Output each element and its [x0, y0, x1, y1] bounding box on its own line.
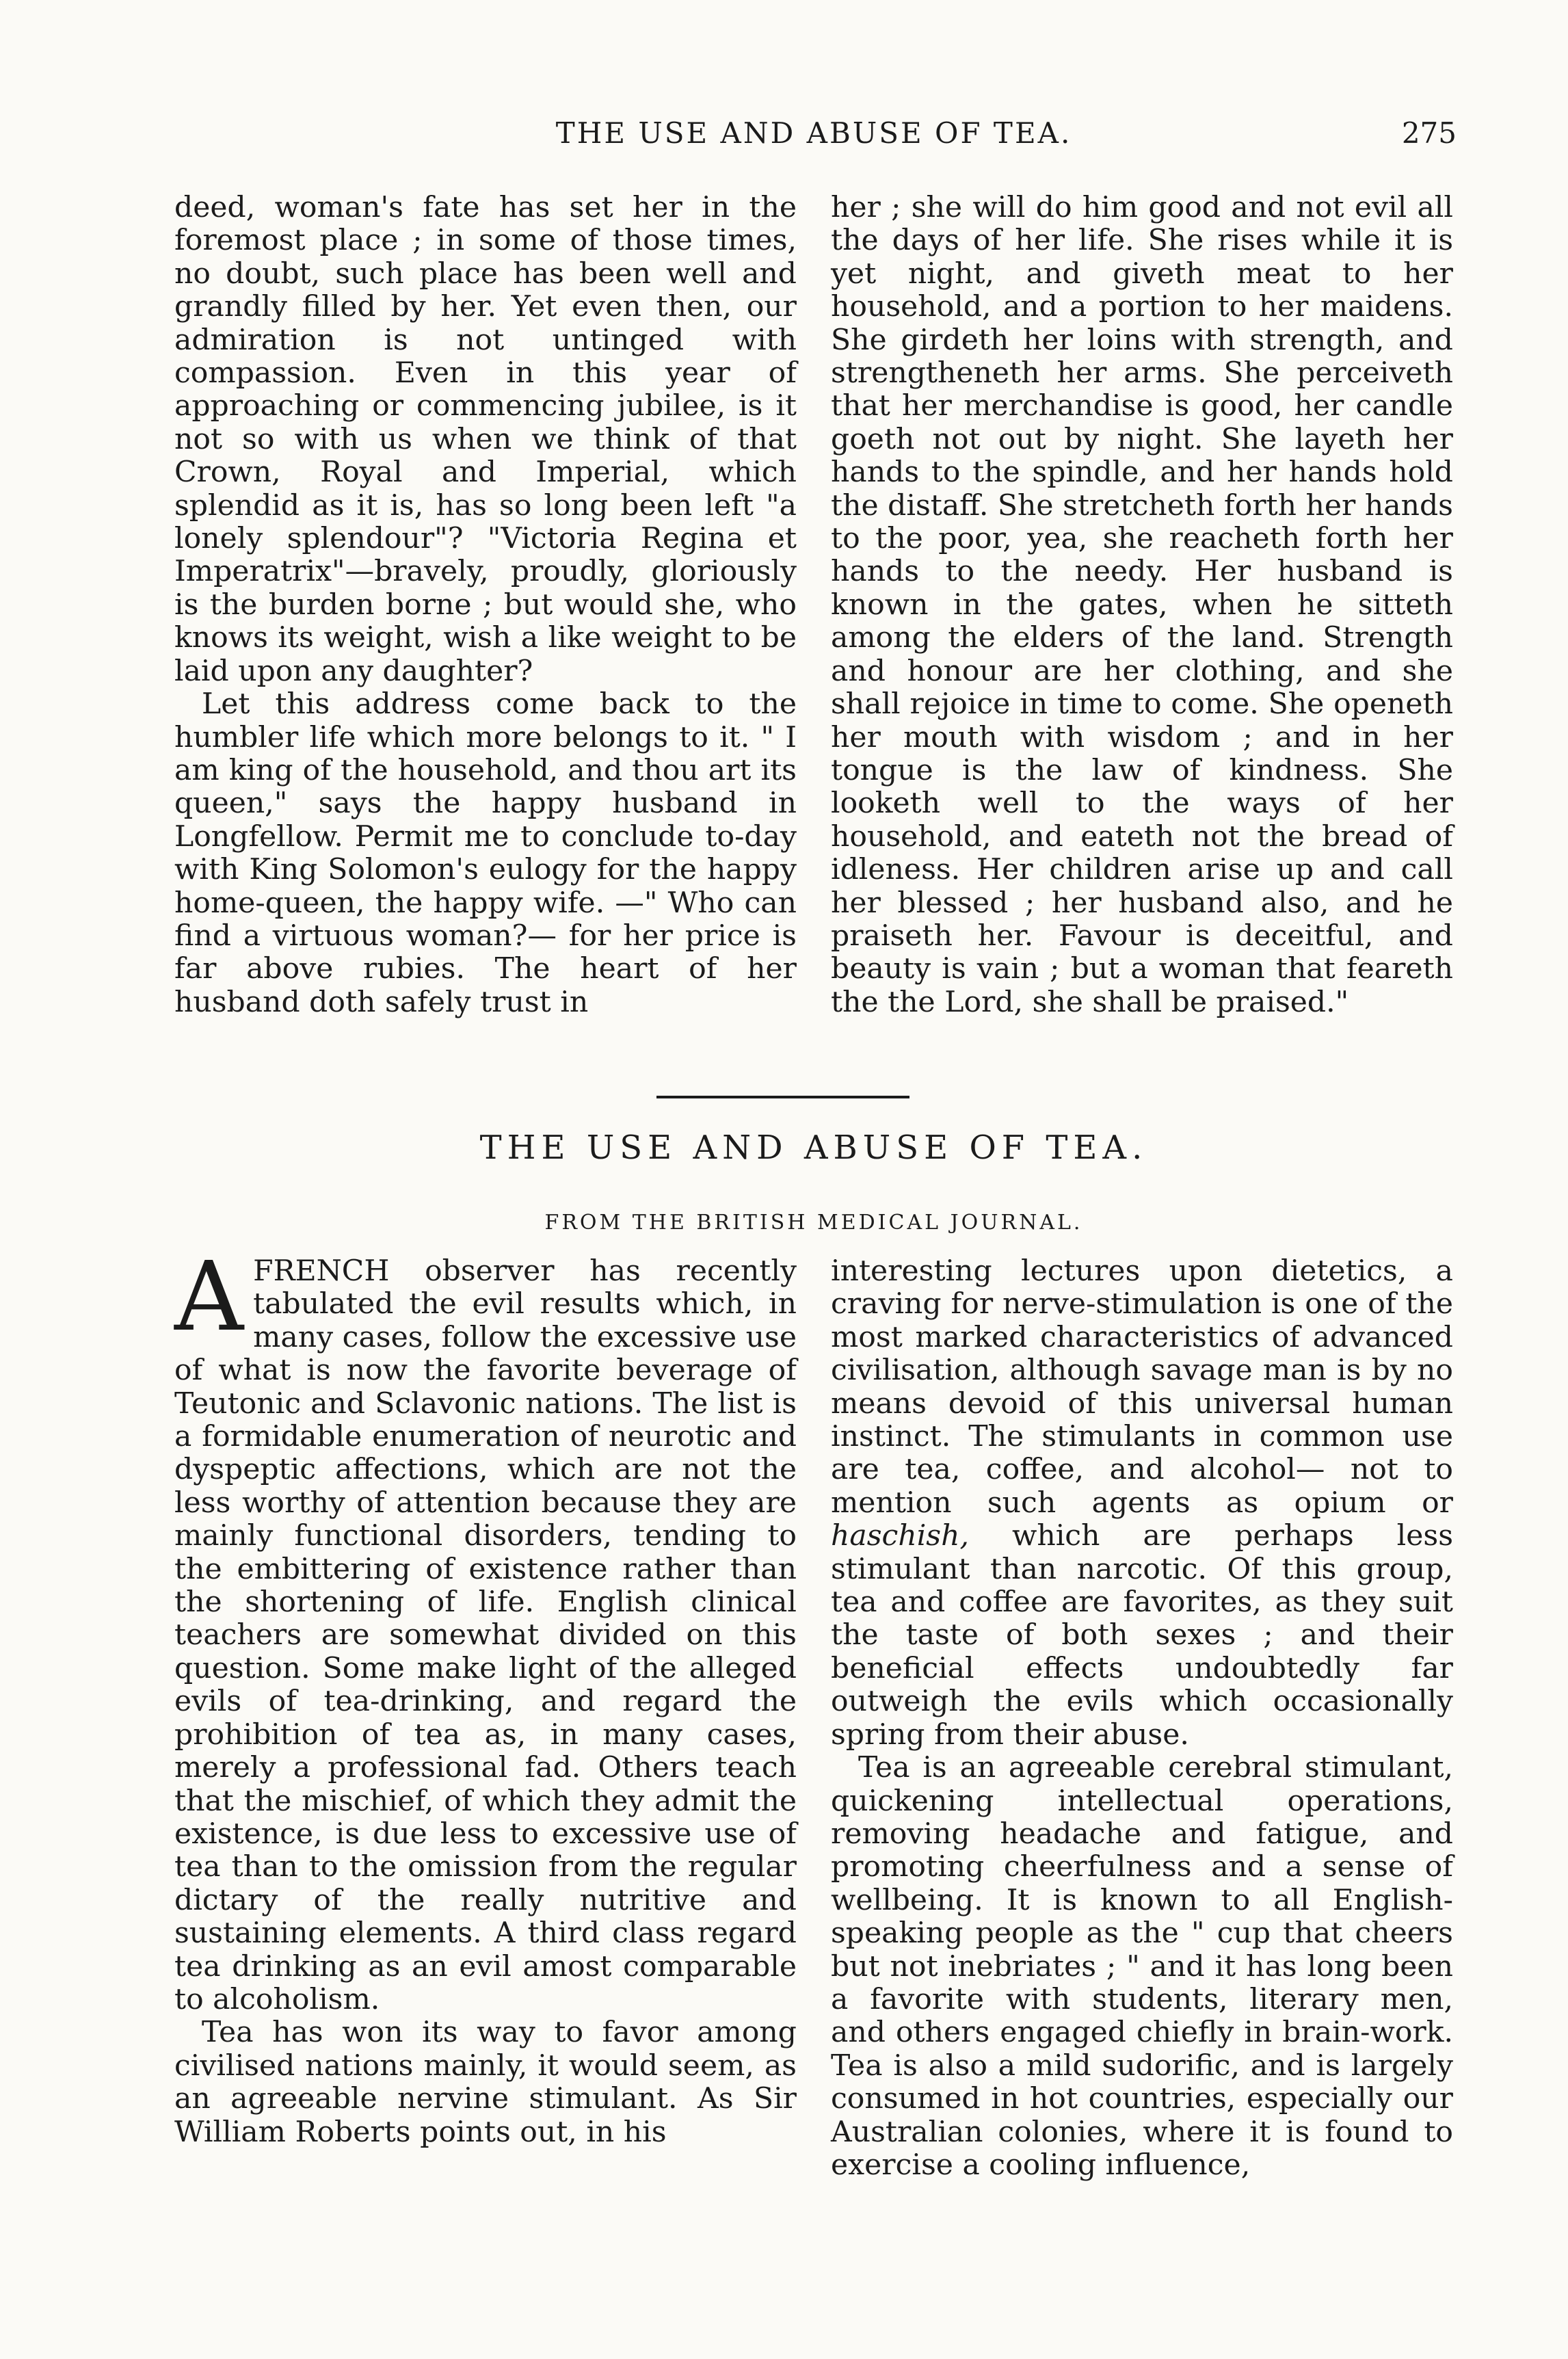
paragraph: Let this address come back to the humbler life which more belongs to it. " I am king of the household, and thou art its queen," says the happy husband in Longfellow. Permit me to conclude to-day with King Solomon's eulogy for the happy home-queen, the happy wife. —" Who can find a virtuous woman?— for her price is far above rubies. The heart of her husband doth safely trust in — [174, 687, 797, 1019]
page-number: 275 — [1401, 116, 1457, 150]
previous-article-left-column — [174, 192, 797, 1019]
running-head — [171, 109, 1457, 157]
paragraph: Tea is an agreeable cerebral stimulant, quickening intellectual operations, removing headache and fatigue, and promoting cheerfulness and a sense of wellbeing. It is known to all English-speaking people as the " cup that cheers but not inebriates ; " and it has long been a favorite with students, literary men, and others engaged chiefly in brain-work. Tea is also a mild sudorific, and is largely consumed in hot countries, especially our Australian colonies, where it is found to exercise a cooling influence, — [831, 1751, 1453, 2182]
article-left-column — [174, 1241, 797, 2149]
paragraph — [174, 1241, 797, 2016]
previous-article-right-column — [831, 192, 1453, 1019]
paragraph: deed, woman's fate has set her in the foremost place ; in some of those times, no doubt, such place has been well and grandly filled by her. Yet even then, our admiration is not untinged with compassion. Even in this year of approaching or commencing jubilee, is it not so with us when we think of that Crown, Royal and Imperial, which splendid as it is, has so long been left "a lonely splendour"? "Victoria Regina et Imperatrix"—bravely, proudly, gloriously is the burden borne ; but would she, who knows its weight, wish a like weight to be laid upon any daughter? — [174, 191, 797, 688]
paragraph — [831, 1255, 1453, 1752]
article-right-column — [831, 1255, 1453, 2182]
italic-term: haschish, — [831, 1519, 969, 1553]
paragraph-text: FRENCH observer has recently tabulated the evil results which, in many cases, follow the excessive use of what is now the favorite beverage of Teutonic and Sclavonic nations. The list is a formidable enumeration of neurotic and dyspeptic affections, which are not the less worthy of attention because they are mainly functional disorders, tending to the embittering of existence rather than the shortening of life. English clinical teachers are somewhat divided on this question. Some make light of the alleged evils of tea-drinking, and regard the prohibition of tea as, in many cases, merely a professional fad. Others teach that the mischief, of which they admit the existence, is due less to excessive use of tea than to the omission from the regular dictary of the really nutritive and sustaining elements. A third class regard tea drinking as an evil amost comparable to alcoholism. — [174, 1254, 797, 2016]
running-title: THE USE AND ABUSE OF TEA. — [555, 116, 1072, 150]
article-source: FROM THE BRITISH MEDICAL JOURNAL. — [544, 1211, 1083, 1235]
paragraph-text: interesting lectures upon dietetics, a craving for nerve-stimulation is one of the most marked characteristics of advanced civilisation, although savage man is by no means devoid of this universal human instinct. The stimulants in common use are tea, coffee, and alcohol— not to mention such agents as opium or — [831, 1254, 1453, 1520]
paragraph: her ; she will do him good and not evil all the days of her life. She rises while it is yet night, and giveth meat to her household, and a portion to her maidens. She girdeth her loins with strength, and strengtheneth her arms. She perceiveth that her merchandise is good, her candle goeth not out by night. She layeth her hands to the spindle, and her hands hold the distaff. She stretcheth forth her hands to the poor, yea, she reacheth forth her hands to the needy. Her husband is known in the gates, when he sitteth among the elders of the land. Strength and honour are her clothing, and she shall rejoice in time to come. She openeth her mouth with wisdom ; and in her tongue is the law of kindness. She looketh well to the ways of her household, and eateth not the bread of idleness. Her children arise up and call her blessed ; her husband also, and he praiseth her. Favour is deceitful, and beauty is vain ; but a woman that feareth the the Lord, she shall be praised." — [831, 191, 1453, 1019]
paragraph: Tea has won its way to favor among civilised nations mainly, it would seem, as an agreeable nervine stimulant. As Sir William Roberts points out, in his — [174, 2016, 797, 2149]
article-title: THE USE AND ABUSE OF TEA. — [479, 1129, 1148, 1167]
paragraph-text: which are perhaps less stimulant than narcotic. Of this group, tea and coffee are favorites, as they suit the taste of both sexes ; and their beneficial effects undoubtedly far outweigh the evils which occasionally spring from their abuse. — [831, 1519, 1453, 1752]
section-divider — [656, 1096, 909, 1098]
drop-cap: A — [174, 1241, 244, 1353]
